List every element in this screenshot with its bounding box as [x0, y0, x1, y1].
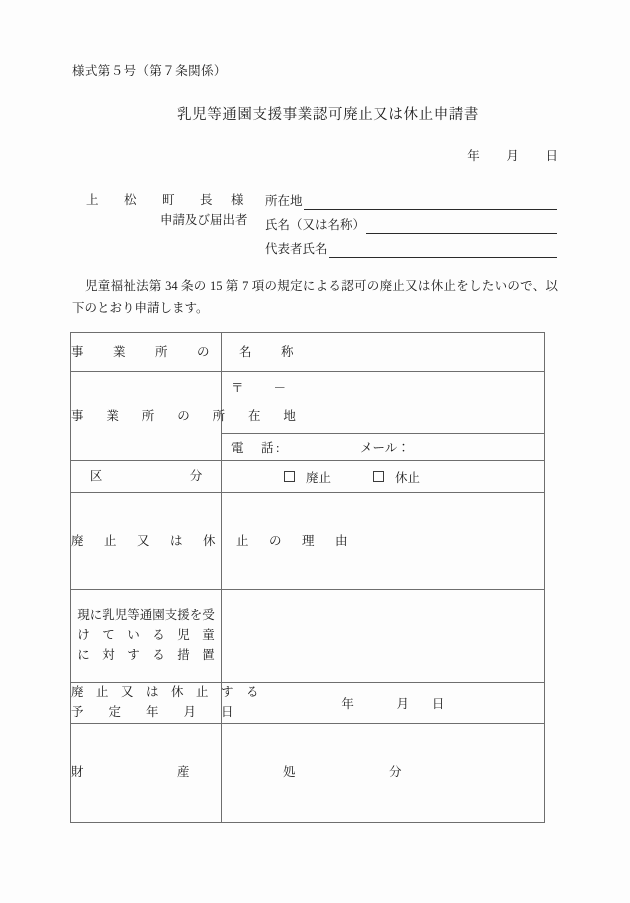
applicant-address-input[interactable]: [304, 193, 557, 210]
row-label-office-name: 事 業 所 の 名 称: [71, 333, 222, 372]
applicant-name-input[interactable]: [366, 217, 557, 234]
page-title: 乳児等通園支援事業認可廃止又は休止申請書: [177, 107, 479, 123]
date-day-label: 日: [545, 149, 558, 163]
form-number: 様式第５号（第７条関係）: [72, 64, 227, 78]
checkbox-icon: [284, 471, 295, 482]
row-label-reason: 廃 止 又 は 休 止 の 理 由: [71, 493, 222, 590]
scheduled-day-label: 日: [431, 696, 445, 711]
label-line: 現に乳児等通園支援を受: [77, 608, 215, 623]
addressee-honorific: 様: [231, 193, 244, 207]
label-line: 廃 止 又 は 休 止 す る: [71, 685, 259, 699]
body-paragraph: 児童福祉法第 34 条の 15 第 7 項の規定による認可の廃止又は休止をしたいので、以下のとおり申請します。: [72, 279, 558, 315]
table-row: [71, 493, 545, 590]
row-label-office-address: 事 業 所 の 所 在 地: [71, 372, 222, 461]
row-value-scheduled-date[interactable]: [222, 683, 545, 724]
applicant-name-row: [265, 210, 557, 234]
table-row: [71, 683, 545, 724]
postal-dash: －: [273, 380, 287, 395]
checkbox-icon: [373, 471, 384, 482]
application-table: [70, 332, 545, 823]
row-value-child-measures[interactable]: [222, 590, 545, 683]
label-line: け て い る 児 童: [77, 628, 215, 643]
label-line: 予 定 年 月 日: [71, 704, 234, 719]
checkbox-abolish[interactable]: [284, 468, 331, 486]
table-row: [71, 333, 545, 372]
checkbox-abolish-label: 廃止: [306, 470, 332, 485]
telephone-label: 電 話:: [231, 440, 282, 455]
table-row: [71, 723, 545, 822]
table-row: [71, 461, 545, 493]
email-label: メール：: [359, 440, 410, 455]
applicant-representative-row: [265, 234, 557, 258]
scheduled-year-label: 年: [341, 696, 354, 711]
table-row: [71, 590, 545, 683]
row-label-child-measures: [71, 590, 222, 683]
applicant-group-label: 申請及び届出者: [160, 213, 248, 227]
checkbox-suspend[interactable]: [373, 468, 420, 486]
applicant-representative-input[interactable]: [329, 241, 557, 258]
row-label-property-disposal: 財 産 処 分: [71, 723, 222, 822]
date-line: [467, 146, 558, 164]
postal-code-area[interactable]: [222, 373, 544, 433]
label-line: に 対 す る 措 置: [77, 647, 215, 662]
date-month-label: 月: [506, 149, 519, 163]
contact-area: [222, 433, 544, 460]
applicant-address-row: [265, 186, 557, 210]
row-value-category: [222, 461, 545, 493]
applicant-representative-label: 代表者氏名: [265, 242, 328, 256]
row-label-scheduled-date: [71, 683, 259, 724]
date-year-label: 年: [467, 149, 480, 163]
applicant-name-label: 氏名（又は名称）: [265, 218, 366, 232]
table-row: [71, 372, 545, 461]
addressee-name: 上 松 町 長: [86, 193, 220, 207]
row-label-category: 区 分: [71, 461, 222, 493]
scheduled-month-label: 月: [396, 696, 409, 711]
postal-mark-icon: 〒: [231, 380, 244, 395]
addressee: [86, 190, 244, 208]
applicant-fields: [265, 186, 557, 258]
applicant-address-label: 所在地: [265, 194, 303, 208]
checkbox-suspend-label: 休止: [395, 470, 421, 485]
